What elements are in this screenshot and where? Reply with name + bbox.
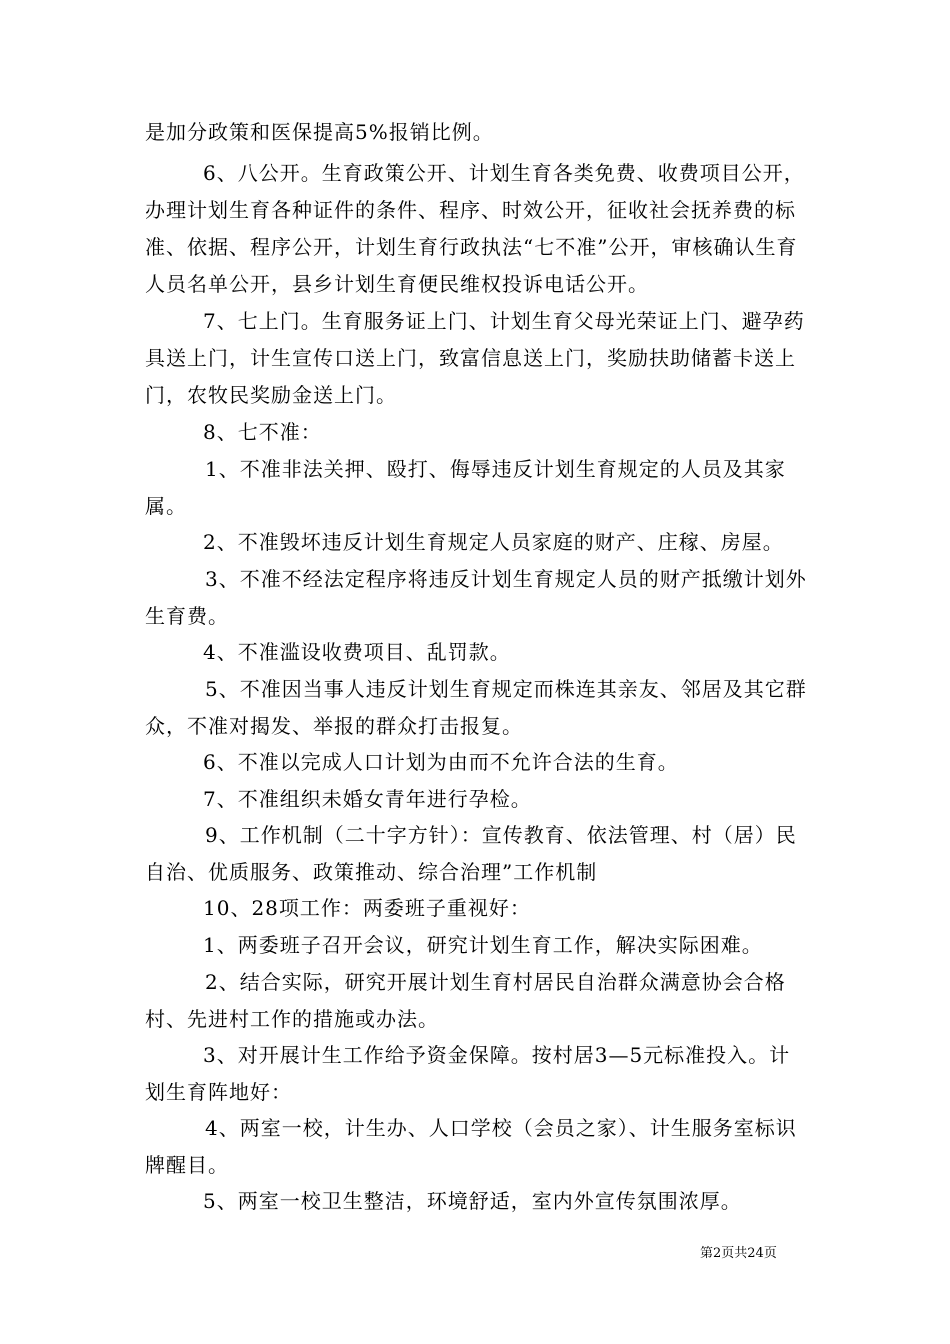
paragraph-eight-public: 6、八公开。生育政策公开、计划生育各类免费、收费项目公开，办理计划生育各种证件的条件、程序、时效公开，征收社会抚养费的标准、依据、程序公开，计划生育行政执法“七不准”公开，审核确认生育人员名单公开，县乡计划生育便民维权投诉电话公开。 [145, 161, 805, 296]
paragraph-item-5: 5、两室一校卫生整洁，环境舒适，室内外宣传氛围浓厚。 [203, 1189, 742, 1213]
paragraph-prohibition-1: 1、不准非法关押、殴打、侮辱违反计划生育规定的人员及其家属。 [145, 457, 786, 518]
paragraph-item-1: 1、两委班子召开会议，研究计划生育工作，解决实际困难。 [203, 933, 763, 957]
page-number-footer: 第2页共24页 [700, 1246, 777, 1261]
paragraph-seven-visits: 7、七上门。生育服务证上门、计划生育父母光荣证上门、避孕药具送上门，计生宣传口送上门，致富信息送上门，奖励扶助储蓄卡送上门，农牧民奖励金送上门。 [145, 309, 805, 407]
paragraph-continuation: 是加分政策和医保提高5%报销比例。 [145, 120, 494, 144]
paragraph-work-mechanism: 9、工作机制（二十字方针）：宣传教育、依法管理、村（居）民自治、优质服务、政策推动、综合治理”工作机制 [145, 823, 797, 884]
paragraph-item-4: 4、两室一校，计生办、人口学校（会员之家）、计生服务室标识牌醒目。 [145, 1116, 797, 1177]
paragraph-prohibition-5: 5、不准因当事人违反计划生育规定而株连其亲友、邻居及其它群众，不准对揭发、举报的群众打击报复。 [145, 677, 807, 738]
paragraph-prohibition-4: 4、不准滥设收费项目、乱罚款。 [203, 640, 511, 664]
paragraph-28-items: 10、28项工作：两委班子重视好： [203, 896, 531, 920]
paragraph-prohibition-2: 2、不准毁坏违反计划生育规定人员家庭的财产、庄稼、房屋。 [203, 530, 784, 554]
paragraph-seven-prohibitions-heading: 8、七不准： [203, 420, 322, 444]
paragraph-prohibition-7: 7、不准组织未婚女青年进行孕检。 [203, 787, 532, 811]
paragraph-item-3: 3、对开展计生工作给予资金保障。按村居3—5元标准投入。计划生育阵地好： [145, 1043, 791, 1104]
paragraph-item-2: 2、结合实际，研究开展计划生育村居民自治群众满意协会合格村、先进村工作的措施或办法。 [145, 970, 786, 1031]
paragraph-prohibition-6: 6、不准以完成人口计划为由而不允许合法的生育。 [203, 750, 679, 774]
paragraph-prohibition-3: 3、不准不经法定程序将违反计划生育规定人员的财产抵缴计划外生育费。 [145, 567, 807, 628]
